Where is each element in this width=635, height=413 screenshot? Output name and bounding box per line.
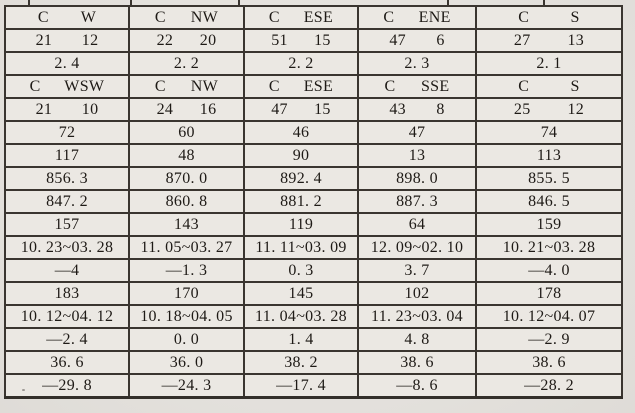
- table-row: [5, 213, 622, 236]
- cell-value: C: [518, 8, 530, 26]
- table-cell: [244, 29, 358, 52]
- table-cell: 38. 6: [476, 351, 622, 374]
- table-cell: 178: [476, 282, 622, 305]
- cell-value-pair: [245, 9, 357, 27]
- table-row: [5, 144, 622, 167]
- table-row: [5, 190, 622, 213]
- cell-value-pair: [6, 32, 128, 50]
- table-cell: 0. 3: [244, 259, 358, 282]
- cell-value-pair: [359, 101, 475, 119]
- cell-value-pair: [245, 32, 357, 50]
- cell-value: 15: [314, 31, 331, 49]
- table-cell: 2. 2: [244, 52, 358, 75]
- cell-value: WSW: [64, 77, 105, 95]
- table-cell: 881. 2: [244, 190, 358, 213]
- cell-value: SSE: [420, 77, 450, 95]
- table-cell: 898. 0: [358, 167, 476, 190]
- table-cell: 892. 4: [244, 167, 358, 190]
- cell-value: 12: [81, 31, 99, 49]
- cell-value-pair: [359, 32, 475, 50]
- cell-value: 47: [271, 100, 288, 118]
- cell-value: C: [37, 8, 49, 26]
- table-cell: 157: [5, 213, 129, 236]
- cell-value: C: [154, 77, 166, 95]
- table-cell: —28. 2: [476, 374, 622, 398]
- cell-value: S: [570, 8, 580, 26]
- table-cell: 36. 6: [5, 351, 129, 374]
- table-row: [5, 167, 622, 190]
- table-cell: —24. 3: [129, 374, 244, 398]
- table-cell: 0. 0: [129, 328, 244, 351]
- table-cell: [358, 98, 476, 121]
- table-row: [5, 282, 622, 305]
- cell-value-pair: [130, 32, 243, 50]
- table-cell: —2. 4: [5, 328, 129, 351]
- table-cell: —29. 8: [5, 374, 129, 398]
- cell-value: ENE: [418, 8, 451, 26]
- table-cell: 11. 04~03. 28: [244, 305, 358, 328]
- table-cell: 10. 12~04. 12: [5, 305, 129, 328]
- table-cell: 47: [358, 121, 476, 144]
- table-row: [5, 259, 622, 282]
- table-cell: 860. 8: [129, 190, 244, 213]
- cell-value: 10: [81, 100, 99, 118]
- table-cell: —8. 6: [358, 374, 476, 398]
- table-cell: [5, 6, 129, 29]
- cell-value: NW: [190, 77, 219, 95]
- table-cell: 2. 4: [5, 52, 129, 75]
- table-cell: 870. 0: [129, 167, 244, 190]
- table-cell: [244, 98, 358, 121]
- cell-value-pair: [477, 78, 621, 96]
- cell-value-pair: [130, 9, 243, 27]
- table-cell: [129, 98, 244, 121]
- cell-value: 21: [35, 31, 53, 49]
- cell-value: 22: [156, 31, 174, 49]
- table-cell: 13: [358, 144, 476, 167]
- cell-value: C: [268, 8, 280, 26]
- cell-value: 13: [567, 31, 585, 49]
- cell-value-pair: [477, 101, 621, 119]
- table-row: [5, 121, 622, 144]
- table-cell: 36. 0: [129, 351, 244, 374]
- table-cell: [244, 6, 358, 29]
- table-cell: [476, 75, 622, 98]
- table-cell: 102: [358, 282, 476, 305]
- cell-value: ESE: [303, 77, 334, 95]
- cell-value-pair: [477, 9, 621, 27]
- table-cell: 2. 3: [358, 52, 476, 75]
- table-cell: —17. 4: [244, 374, 358, 398]
- table-row: [5, 75, 622, 98]
- table-cell: 2. 1: [476, 52, 622, 75]
- table-cell: 10. 18~04. 05: [129, 305, 244, 328]
- cell-value: 47: [389, 31, 406, 49]
- table-cell: 10. 12~04. 07: [476, 305, 622, 328]
- table-cell: [244, 75, 358, 98]
- cell-value-pair: [6, 101, 128, 119]
- table-cell: [358, 6, 476, 29]
- table-cell: 72: [5, 121, 129, 144]
- table-cell: —4. 0: [476, 259, 622, 282]
- table-cell: 60: [129, 121, 244, 144]
- table-row: [5, 351, 622, 374]
- table-cell: 64: [358, 213, 476, 236]
- cell-value-pair: [130, 101, 243, 119]
- table-row: [5, 98, 622, 121]
- table-cell: [476, 29, 622, 52]
- cell-value: 6: [436, 31, 445, 49]
- table-cell: 11. 11~03. 09: [244, 236, 358, 259]
- table-cell: 38. 2: [244, 351, 358, 374]
- cell-value: 16: [199, 100, 217, 118]
- climate-data-table: [4, 5, 623, 399]
- cell-value: 12: [567, 100, 585, 118]
- cell-value: 27: [513, 31, 531, 49]
- cell-value: 25: [513, 100, 531, 118]
- table-cell: 11. 05~03. 27: [129, 236, 244, 259]
- cell-value: C: [383, 8, 395, 26]
- cell-value-pair: [245, 78, 357, 96]
- table-cell: —1. 3: [129, 259, 244, 282]
- cell-value-pair: [359, 9, 475, 27]
- cell-value-pair: [359, 78, 475, 96]
- table-cell: [129, 75, 244, 98]
- cell-value-pair: [6, 9, 128, 27]
- table-cell: [476, 6, 622, 29]
- table-row: [5, 374, 622, 398]
- table-cell: 847. 2: [5, 190, 129, 213]
- table-row: [5, 236, 622, 259]
- table-cell: [129, 29, 244, 52]
- table-cell: 159: [476, 213, 622, 236]
- table-cell: [5, 75, 129, 98]
- table-cell: 856. 3: [5, 167, 129, 190]
- table-cell: 46: [244, 121, 358, 144]
- table-cell: 846. 5: [476, 190, 622, 213]
- table-cell: [476, 98, 622, 121]
- table-cell: 38. 6: [358, 351, 476, 374]
- table-cell: 170: [129, 282, 244, 305]
- cell-value-pair: [245, 101, 357, 119]
- table-cell: 1. 4: [244, 328, 358, 351]
- table-cell: 183: [5, 282, 129, 305]
- cell-value-pair: [130, 78, 243, 96]
- cell-value: 21: [35, 100, 53, 118]
- table-cell: 3. 7: [358, 259, 476, 282]
- table-row: [5, 328, 622, 351]
- cell-value-pair: [477, 32, 621, 50]
- cell-value: W: [80, 8, 97, 26]
- table-cell: 2. 2: [129, 52, 244, 75]
- table-row: [5, 52, 622, 75]
- cell-value: ESE: [303, 8, 334, 26]
- cell-value: 43: [389, 100, 406, 118]
- table-cell: 12. 09~02. 10: [358, 236, 476, 259]
- table-cell: 48: [129, 144, 244, 167]
- cell-value: NW: [190, 8, 219, 26]
- table-cell: 11. 23~03. 04: [358, 305, 476, 328]
- table-cell: 113: [476, 144, 622, 167]
- table-cell: —2. 9: [476, 328, 622, 351]
- scan-noise-dot: [22, 389, 25, 391]
- cell-value: C: [518, 77, 530, 95]
- cell-value: 8: [436, 100, 445, 118]
- table-cell: [358, 29, 476, 52]
- table-cell: 887. 3: [358, 190, 476, 213]
- table-cell: 145: [244, 282, 358, 305]
- table-row: [5, 29, 622, 52]
- table-cell: [5, 98, 129, 121]
- cell-value: 20: [199, 31, 217, 49]
- table-cell: 855. 5: [476, 167, 622, 190]
- table-cell: 119: [244, 213, 358, 236]
- table-cell: 90: [244, 144, 358, 167]
- table-cell: 10. 23~03. 28: [5, 236, 129, 259]
- table-cell: [129, 6, 244, 29]
- cell-value: C: [154, 8, 166, 26]
- table-cell: —4: [5, 259, 129, 282]
- table-row: [5, 6, 622, 29]
- table-row: [5, 305, 622, 328]
- table-cell: 10. 21~03. 28: [476, 236, 622, 259]
- cell-value: 15: [314, 100, 331, 118]
- cell-value: C: [384, 77, 396, 95]
- cell-value: C: [268, 77, 280, 95]
- cell-value: S: [570, 77, 580, 95]
- table-cell: 117: [5, 144, 129, 167]
- table-cell: 4. 8: [358, 328, 476, 351]
- table-cell: 143: [129, 213, 244, 236]
- cell-value: C: [29, 77, 41, 95]
- table-body: [5, 6, 622, 398]
- cell-value: 24: [156, 100, 174, 118]
- cell-value: 51: [271, 31, 288, 49]
- cell-value-pair: [6, 78, 128, 96]
- table-cell: 74: [476, 121, 622, 144]
- table-cell: [358, 75, 476, 98]
- table-cell: [5, 29, 129, 52]
